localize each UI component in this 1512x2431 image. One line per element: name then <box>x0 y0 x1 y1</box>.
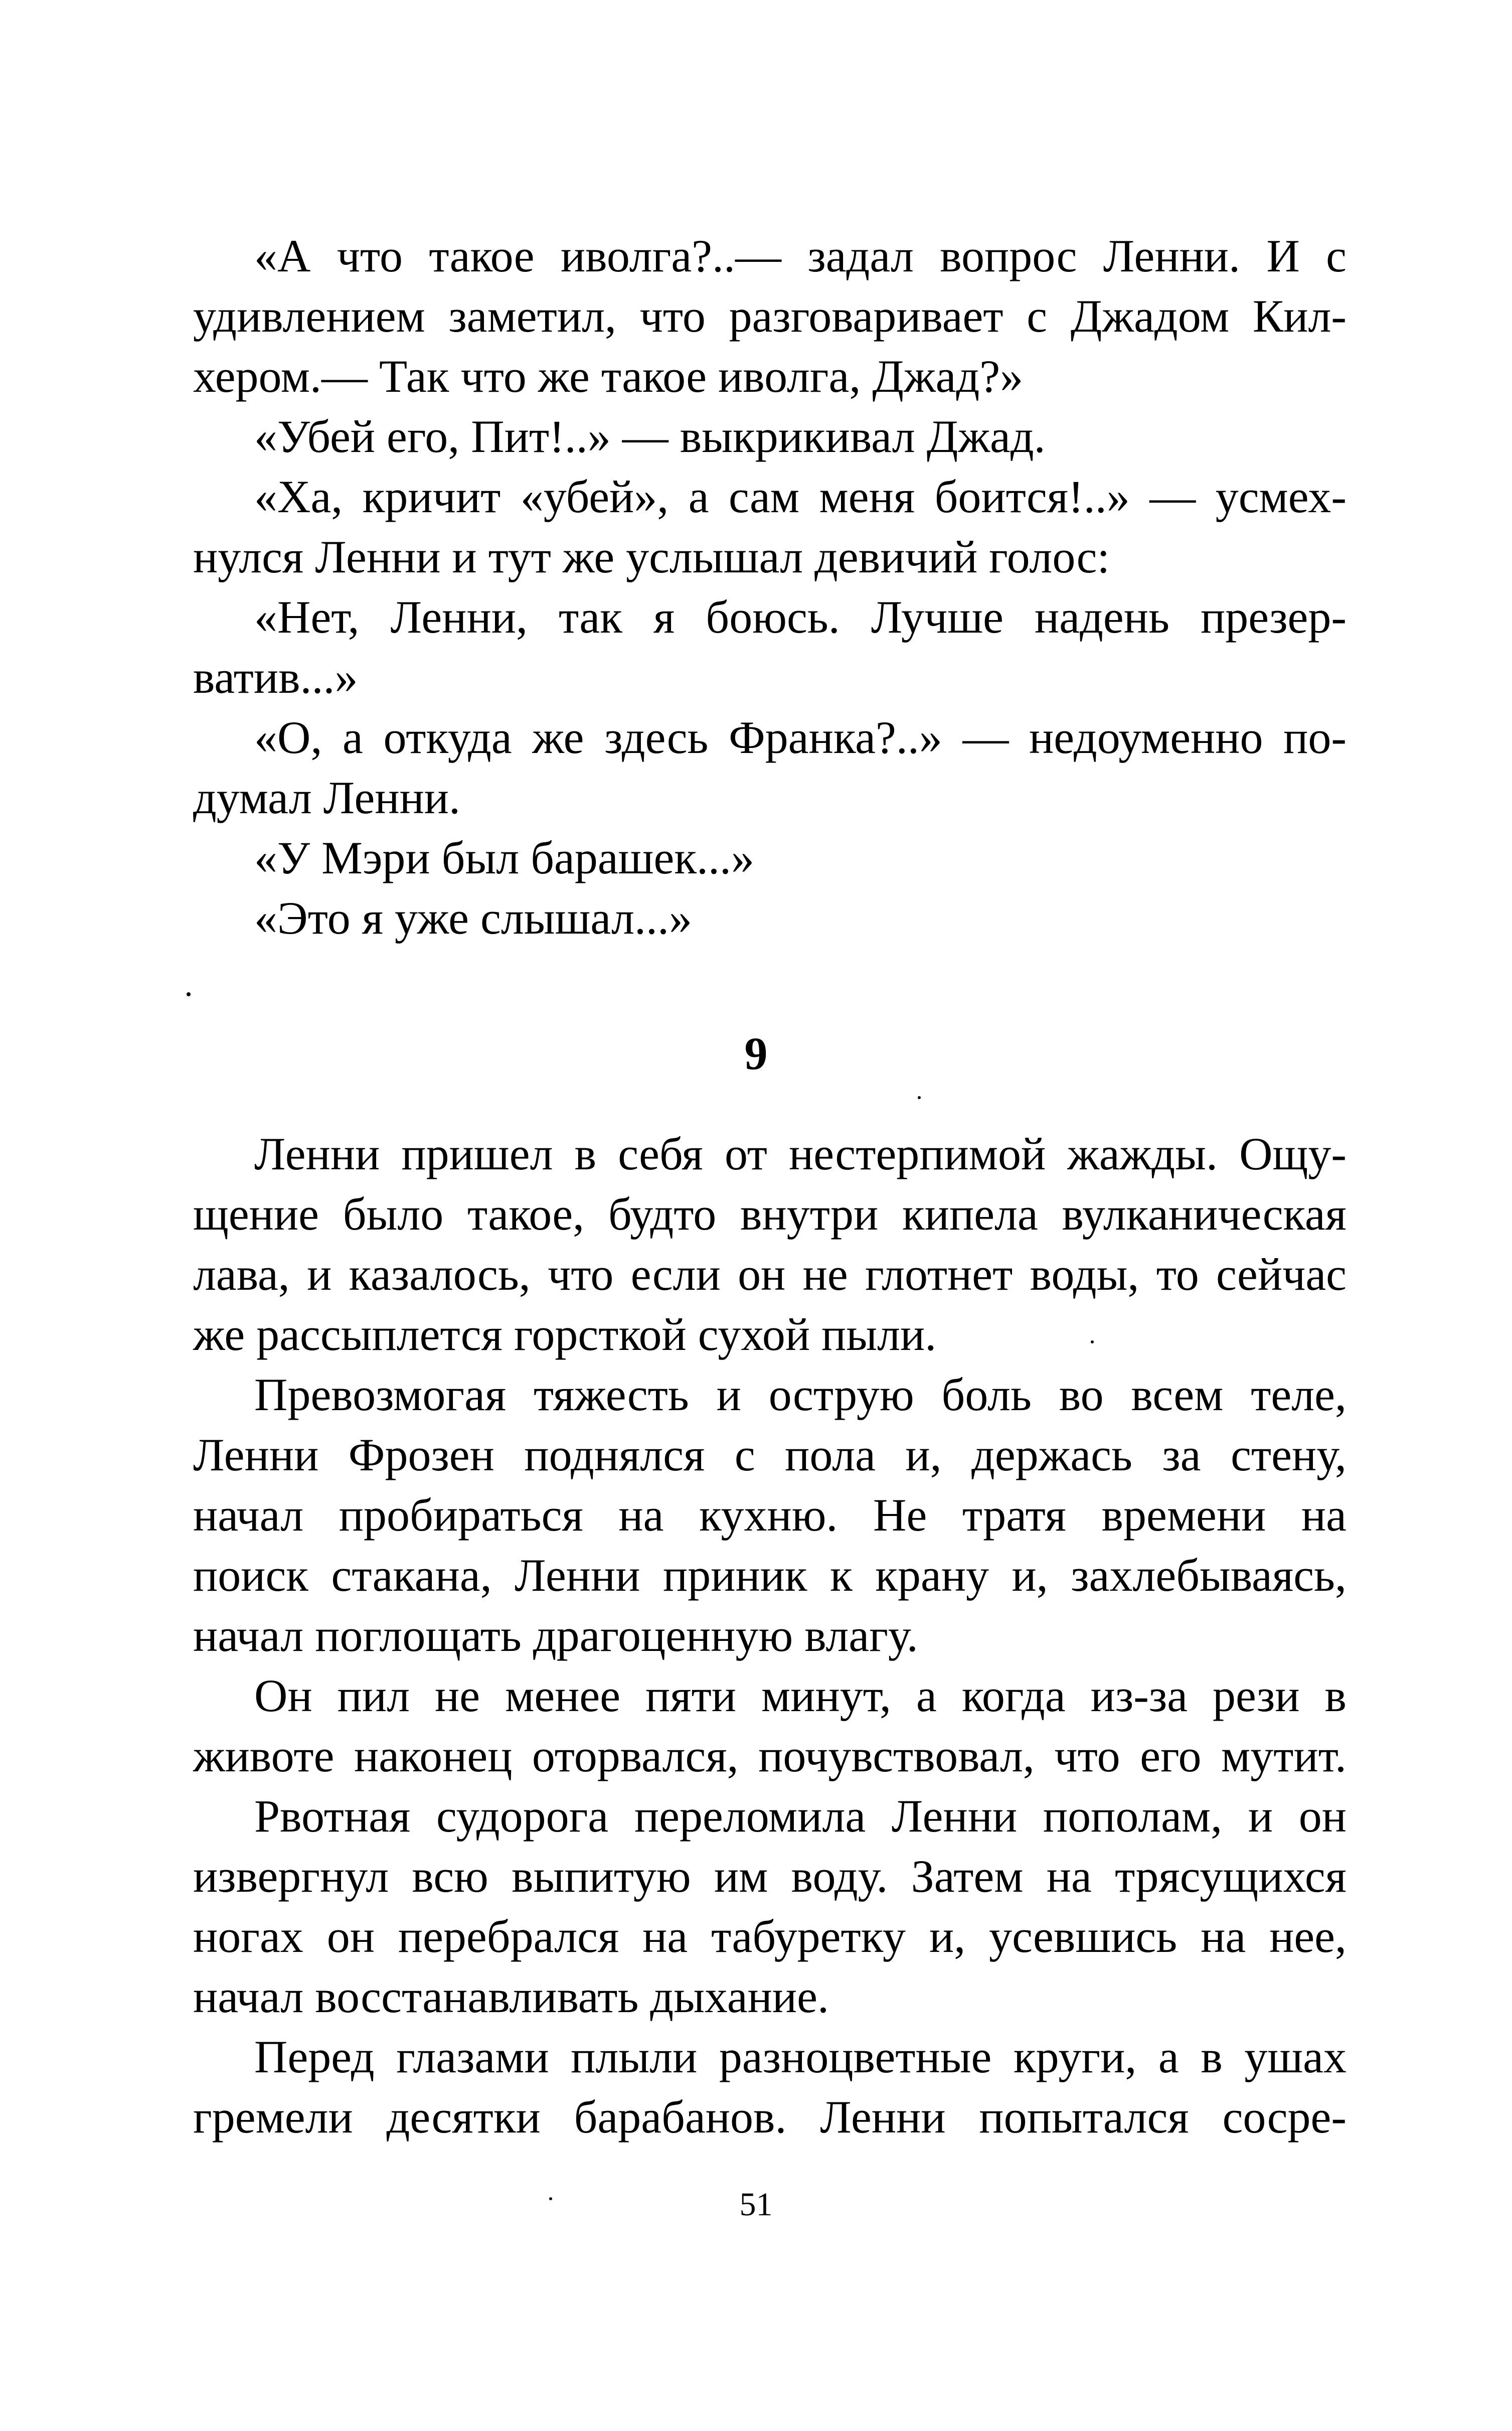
text-line: животе наконец оторвался, почувствовал, что его мутит. <box>193 1730 1347 1781</box>
scan-speck <box>918 1096 921 1099</box>
text-line: «Нет, Ленни, так я боюсь. Лучше надень презер- <box>254 591 1347 643</box>
text-line: начал пробираться на кухню. Не тратя времени на <box>193 1489 1347 1541</box>
text-line: Ленни Фрозен поднялся с пола и, держась за стену, <box>193 1429 1347 1480</box>
text-line: «О, а откуда же здесь Франка?..» — недоуменно по- <box>254 712 1347 763</box>
text-line: «У Мэри был барашек...» <box>254 832 755 883</box>
text-line: Перед глазами плыли разноцветные круги, а в ушах <box>254 2031 1347 2082</box>
text-line: поиск стакана, Ленни приник к крану и, захлебываясь, <box>193 1550 1347 1601</box>
text-line: гремели десятки барабанов. Ленни попытался сосре- <box>193 2091 1347 2143</box>
page-number: 51 <box>739 2186 773 2223</box>
chapter-number: 9 <box>744 1028 768 1079</box>
text-line: «Убей его, Пит!..» — выкрикивал Джад. <box>254 411 1046 462</box>
text-line: Он пил не менее пяти минут, а когда из-за рези в <box>254 1670 1347 1721</box>
scan-speck <box>1091 1340 1094 1343</box>
text-line: Ленни пришел в себя от нестерпимой жажды. Ощу- <box>254 1128 1347 1179</box>
text-line: «Это я уже слышал...» <box>254 892 692 944</box>
scan-speck <box>549 2197 552 2200</box>
text-line: ватив...» <box>193 652 358 703</box>
text-line: Превозмогая тяжесть и острую боль во всем теле, <box>254 1369 1347 1420</box>
scan-speck <box>187 992 191 996</box>
text-line: начал восстанавливать дыхание. <box>193 1971 829 2022</box>
text-line: удивлением заметил, что разговаривает с Джадом Кил- <box>193 290 1347 342</box>
text-line: думал Ленни. <box>193 772 461 823</box>
text-line: же рассыплется горсткой сухой пыли. <box>193 1309 937 1360</box>
text-line: щение было такое, будто внутри кипела вулканическая <box>193 1188 1347 1240</box>
text-line: нулся Ленни и тут же услышал девичий голос: <box>193 531 1110 582</box>
text-block-bottom <box>193 1124 1347 2147</box>
text-line: «А что такое иволга?..— задал вопрос Ленни. И с <box>254 230 1347 281</box>
text-line: лава, и казалось, что если он не глотнет воды, то сейчас <box>193 1249 1347 1300</box>
text-line: начал поглощать драгоценную влагу. <box>193 1610 918 1661</box>
text-line: ногах он перебрался на табуретку и, усевшись на нее, <box>193 1911 1347 1962</box>
text-line: «Ха, кричит «убей», а сам меня боится!..» — усмех- <box>254 471 1347 522</box>
text-line: извергнул всю выпитую им воду. Затем на трясущихся <box>193 1851 1347 1902</box>
text-block-top <box>193 226 1347 948</box>
text-line: хером.— Так что же такое иволга, Джад?» <box>193 351 1024 402</box>
text-line: Рвотная судорога переломила Ленни пополам, и он <box>254 1790 1347 1842</box>
